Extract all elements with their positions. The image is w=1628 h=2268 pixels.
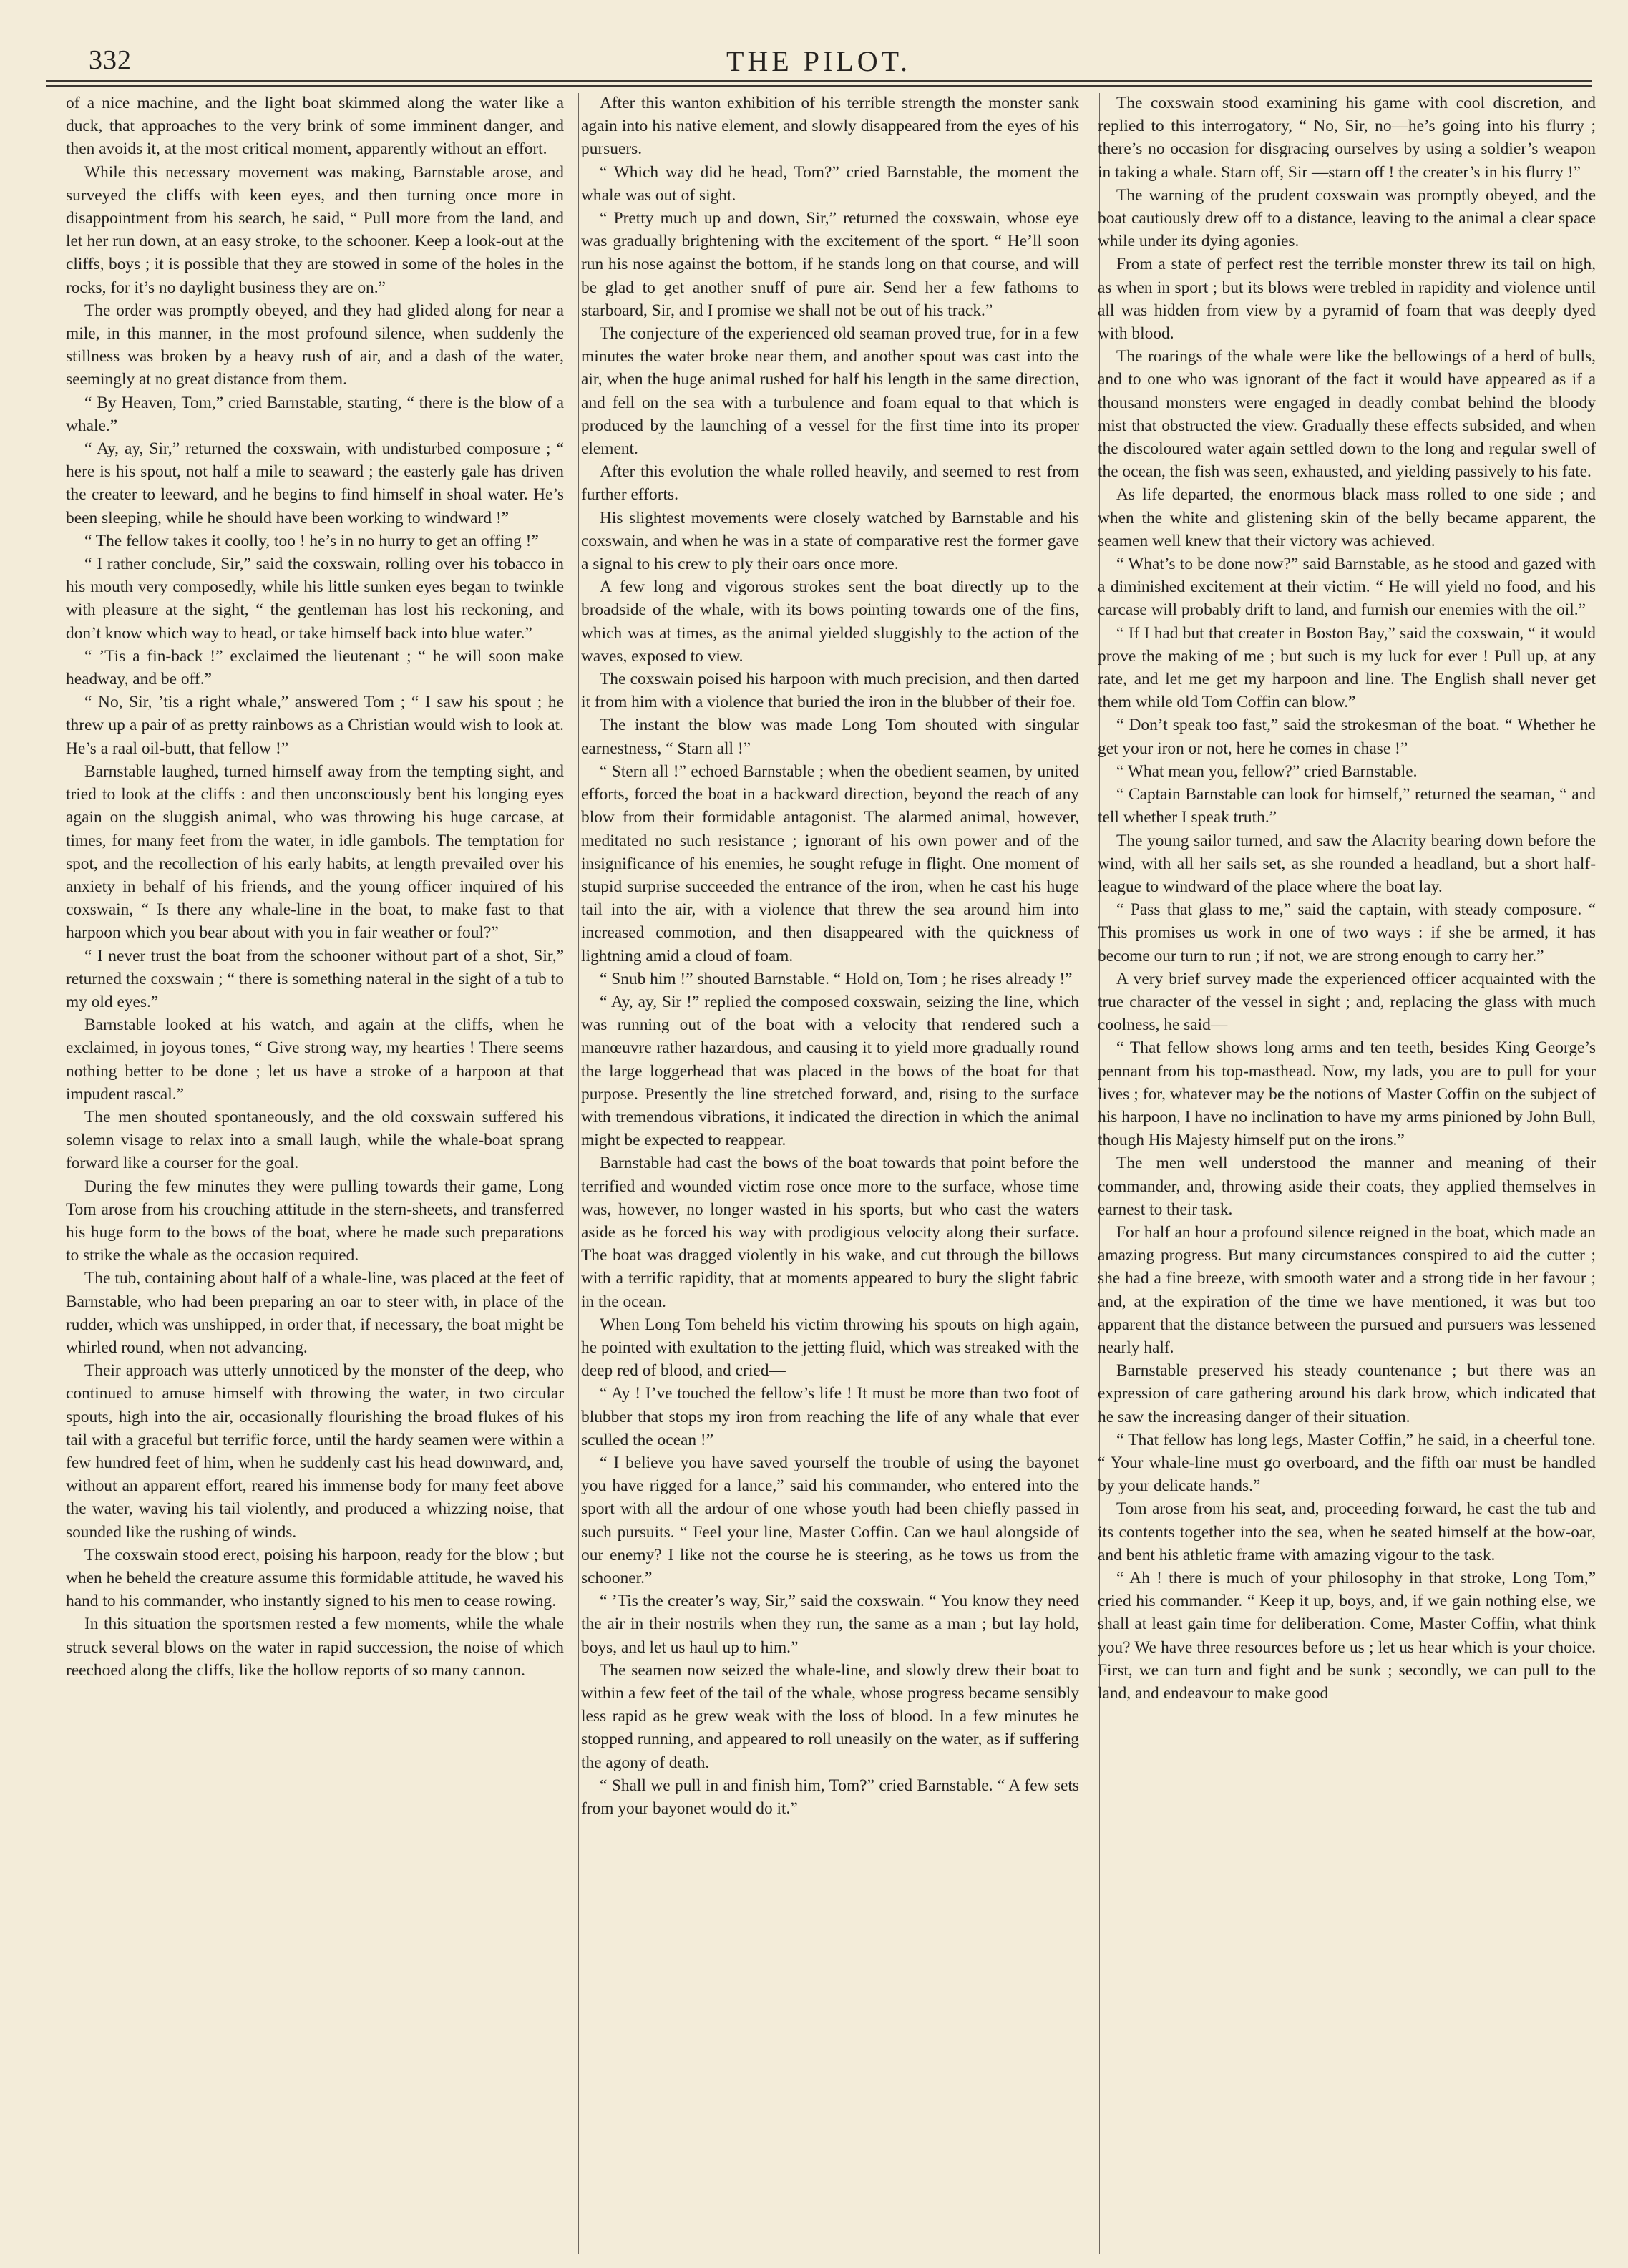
paragraph: “ Stern all !” echoed Barnstable ; when the obedient seamen, by united efforts, forced the boat in a backward direction, beyond the reach of any blow from their formidable antagonist. The alarmed animal, however, meditated no such resistance ; ignorant of his own power and of the insignificance of his enemies, he sought refuge in flight. One moment of stupid surprise succeeded the entrance of the iron, when he cast his huge tail into the air, with a violence that threw the sea around him into increased commotion, and then disappeared with the quickness of lightning amid a cloud of foam. bbox=[581, 761, 1079, 965]
column-divider bbox=[578, 93, 579, 2254]
paragraph: “ Captain Barnstable can look for himself,” returned the seaman, “ and tell whether I speak truth.” bbox=[1098, 785, 1596, 827]
paragraph: The conjecture of the experienced old seaman proved true, for in a few minutes the water broke near them, and another spout was cast into the air, when the huge animal rushed for half his length in the same direction, and fell on the sea with a turbulence and foam equal to that which is produced by the launching of a vessel for the first time into its proper element. bbox=[581, 324, 1079, 459]
paragraph: “ ’Tis the creater’s way, Sir,” said the coxswain. “ You know they need the air in their nostrils when they run, the same as a man ; but lay hold, boys, and let us haul up to him.” bbox=[581, 1592, 1079, 1657]
paragraph: When Long Tom beheld his victim throwing his spouts on high again, he pointed with exultation to the jetting fluid, which was streaked with the deep red of blood, and cried— bbox=[581, 1315, 1079, 1381]
paragraph: As life departed, the enormous black mass rolled to one side ; and when the white and glistening skin of the belly became apparent, the seamen well knew that their victory was achieved. bbox=[1098, 485, 1596, 550]
paragraph: “ I believe you have saved yourself the trouble of using the bayonet you have rigged for a lance,” said his commander, who entered into the sport with all the ardour of one whose youth had been chiefly passed in such pursuits. “ Feel your line, Master Coffin. Can we haul alongside of our enemy? I like not the course he is steering, as he tows us from the schooner.” bbox=[581, 1453, 1079, 1587]
paragraph: During the few minutes they were pulling towards their game, Long Tom arose from his crouching attitude in the stern-sheets, and transferred his huge form to the bows of the boat, where he made such preparations to strike the whale as the occasion required. bbox=[66, 1177, 564, 1265]
paragraph: “ ’Tis a fin-back !” exclaimed the lieutenant ; “ he will soon make headway, and be off.” bbox=[66, 646, 564, 689]
paragraph: The coxswain stood examining his game with cool discretion, and replied to this interrogatory, “ No, Sir, no—he’s going into his flurry ; there’s no occasion for disgracing ourselves by using a soldier’s weapon in taking a whale. Starn off, Sir —starn off ! the creater’s in his flurry !” bbox=[1098, 94, 1596, 182]
header-rule-double bbox=[46, 85, 1592, 87]
paragraph: “ What’s to be done now?” said Barnstable, as he stood and gazed with a diminished excitement at their victim. “ He will yield no food, and his carcase will probably drift to land, and furnish our enemies with the oil.” bbox=[1098, 555, 1596, 620]
paragraph: For half an hour a profound silence reigned in the boat, which made an amazing progress. But many circumstances conspired to aid the cutter ; she had a fine breeze, with smooth water and a strong tide in her favour ; and, at the expiration of the time we have mentioned, it was but too apparent that the distance between the pursued and pursuers was lessened nearly half. bbox=[1098, 1222, 1596, 1357]
paragraph: “ Pretty much up and down, Sir,” returned the coxswain, whose eye was gradually brightening with the excitement of the sport. “ He’ll soon run his nose against the bottom, if he stands long on that course, and will be glad to get another snuff of pure air. Send her a few fathoms to starboard, Sir, and I promise we shall not be out of his track.” bbox=[581, 209, 1079, 320]
paragraph: “ The fellow takes it coolly, too ! he’s in no hurry to get an offing !” bbox=[84, 531, 539, 550]
paragraph: “ By Heaven, Tom,” cried Barnstable, starting, “ there is the blow of a whale.” bbox=[66, 393, 564, 435]
paragraph: The order was promptly obeyed, and they had glided along for near a mile, in this manner, in the most profound silence, when suddenly the stillness was broken by a heavy rush of air, and a dash of the water, seemingly at no great distance from them. bbox=[66, 301, 564, 389]
paragraph: “ Shall we pull in and finish him, Tom?” cried Barnstable. “ A few sets from your bayonet would do it.” bbox=[581, 1776, 1079, 1819]
paragraph: “ If I had but that creater in Boston Bay,” said the coxswain, “ it would prove the making of me ; but such is my luck for ever ! Pull up, at any rate, and let me get my harpoon and line. The English shall never get them while old Tom Coffin can blow.” bbox=[1098, 623, 1596, 712]
paragraph: Their approach was utterly unnoticed by the monster of the deep, who continued to amuse himself with throwing the water, in two circular spouts, high into the air, occasionally flourishing the broad flukes of his tail with a graceful but terrific force, until the hardy seamen were within a few hundred feet of him, when he suddenly cast his head downward, and, without an apparent effort, reared his immense body for many feet above the water, waving his tail violently, and produced a whizzing noise, that sounded like the rushing of winds. bbox=[66, 1361, 564, 1542]
paragraph: The men well understood the manner and meaning of their commander, and, throwing aside their coats, they applied themselves in earnest to their task. bbox=[1098, 1154, 1596, 1219]
paragraph: From a state of perfect rest the terrible monster threw its tail on high, as when in sport ; but its blows were trebled in rapidity and violence until all was hidden from view by a pyramid of foam that was deeply dyed with blood. bbox=[1098, 255, 1596, 344]
paragraph: “ That fellow has long legs, Master Coffin,” he said, in a cheerful tone. “ Your whale-line must go overboard, and the fifth oar must be handled by your delicate hands.” bbox=[1098, 1430, 1596, 1496]
text-column-left bbox=[66, 92, 564, 2260]
paragraph: The warning of the prudent coxswain was promptly obeyed, and the boat cautiously drew off to a distance, leaving to the animal a clear space while under its dying agonies. bbox=[1098, 185, 1596, 251]
page-header bbox=[46, 44, 1592, 80]
paragraph: His slightest movements were closely watched by Barnstable and his coxswain, and when he was in a state of comparative rest the former gave a signal to his crew to ply their oars once more. bbox=[581, 508, 1079, 574]
paragraph: The seamen now seized the whale-line, and slowly drew their boat to within a few feet of the tail of the whale, whose progress became sensibly less rapid as he grew weak with the loss of blood. In a few minutes he stopped running, and appeared to roll uneasily on the water, as if suffering the agony of death. bbox=[581, 1660, 1079, 1772]
paragraph: The instant the blow was made Long Tom shouted with singular earnestness, “ Starn all !” bbox=[581, 716, 1079, 758]
header-rule bbox=[46, 80, 1592, 82]
paragraph: “ That fellow shows long arms and ten teeth, besides King George’s pennant from his top-masthead. Now, my lads, you are to pull for your lives ; for, whatever may be the notions of Master Coffin on the subject of his harpoon, I have no inclination to have my arms pinioned by John Bull, though His Majesty himself put on the irons.” bbox=[1098, 1038, 1596, 1150]
running-title: THE PILOT. bbox=[726, 45, 912, 77]
paragraph: “ No, Sir, ’tis a right whale,” answered Tom ; “ I saw his spout ; he threw up a pair of as pretty rainbows as a Christian would wish to look at. He’s a raal oil-butt, that fellow !” bbox=[66, 693, 564, 758]
page-number: 332 bbox=[89, 45, 132, 75]
paragraph: “ Ah ! there is much of your philosophy in that stroke, Long Tom,” cried his commander. “ Keep it up, boys, and, if we gain nothing else, we shall at least gain time for deliberation. Come, Master Coffin, what think you? We have three resources before us ; let us hear which is your choice. First, we can turn and fight and be sunk ; secondly, we can pull to the land, and endeavour to make good bbox=[1098, 1569, 1596, 1703]
paragraph: The roarings of the whale were like the bellowings of a herd of bulls, and to one who was ignorant of the fact it would have appeared as if a thousand monsters were engaged in deadly combat behind the bloody mist that obstructed the view. Gradually these effects subsided, and when the discoloured water again settled down to the long and regular swell of the ocean, the fish was seen, exhausted, and yielding passively to his fate. bbox=[1098, 347, 1596, 482]
paragraph: A very brief survey made the experienced officer acquainted with the true character of the vessel in sight ; and, replacing the glass with much coolness, he said— bbox=[1098, 969, 1596, 1035]
paragraph: “ Pass that glass to me,” said the captain, with steady composure. “ This promises us work in one of two ways : if she be armed, it has become our turn to run ; if not, we are strong enough to carry her.” bbox=[1098, 900, 1596, 965]
paragraph: The young sailor turned, and saw the Alacrity bearing down before the wind, with all her sails set, as she rounded a headland, but a short half-league to windward of the place where the boat lay. bbox=[1098, 831, 1596, 896]
paragraph: Barnstable looked at his watch, and again at the cliffs, when he exclaimed, in joyous tones, “ Give strong way, my hearties ! There seems nothing better to be done ; let us have a stroke of a harpoon at that impudent rascal.” bbox=[66, 1016, 564, 1104]
paragraph: “ Which way did he head, Tom?” cried Barnstable, the moment the whale was out of sight. bbox=[581, 162, 1079, 205]
paragraph: “ What mean you, fellow?” cried Barnstable. bbox=[1116, 761, 1418, 781]
paragraph: “ Ay ! I’ve touched the fellow’s life ! It must be more than two foot of blubber that stops my iron from reaching the life of any whale that ever sculled the ocean !” bbox=[581, 1384, 1079, 1449]
paragraph: While this necessary movement was making, Barnstable arose, and surveyed the cliffs with keen eyes, and then turning once more in disappointment from his search, he said, “ Pull more from the land, and let her run down, at an easy stroke, to the schooner. Keep a look-out at the cliffs, boys ; it is possible that they are stowed in some of the holes in the rocks, for it’s no daylight business they are on.” bbox=[66, 162, 564, 297]
paragraph: of a nice machine, and the light boat skimmed along the water like a duck, that approaches to the very brink of some imminent danger, and then avoids it, at the most critical moment, apparently without an effort. bbox=[66, 94, 564, 159]
paragraph: The coxswain poised his harpoon with much precision, and then darted it from him with a violence that buried the iron in the blubber of their foe. bbox=[581, 670, 1079, 712]
paragraph: Tom arose from his seat, and, proceeding forward, he cast the tub and its contents together into the sea, when he seated himself at the bow-oar, and bent his athletic frame with amazing vigour to the task. bbox=[1098, 1499, 1596, 1564]
paragraph: The coxswain stood erect, poising his harpoon, ready for the blow ; but when he beheld the creature assume this formidable attitude, he waved his hand to his commander, who instantly signed to his men to cease rowing. bbox=[66, 1545, 564, 1611]
paragraph: The tub, containing about half of a whale-line, was placed at the feet of Barnstable, who had been preparing an oar to steer with, in place of the rudder, which was unshipped, in order that, if necessary, the boat might be whirled round, when not advancing. bbox=[66, 1269, 564, 1357]
paragraph: Barnstable laughed, turned himself away from the tempting sight, and tried to look at the cliffs : and then unconsciously bent his longing eyes again on the sluggish animal, who was throwing his huge carcase, at times, for many feet from the water, in idle gambols. The temptation for spot, and the recollection of his early habits, at length prevailed over his anxiety in behalf of his friends, and the young officer inquired of his coxswain, “ Is there any whale-line in the boat, to make fast to that harpoon which you bear about with you in fair weather or foul?” bbox=[66, 761, 564, 943]
text-column-right bbox=[1098, 92, 1596, 2260]
paragraph: “ Ay, ay, Sir,” returned the coxswain, with undisturbed composure ; “ here is his spout, not half a mile to seaward ; the easterly gale has driven the creater to leeward, and he begins to find himself in shoal water. He’s been sleeping, while he should have been working to windward !” bbox=[66, 439, 564, 527]
paragraph: A few long and vigorous strokes sent the boat directly up to the broadside of the whale, with its bows pointing towards one of the fins, which was at times, as the animal yielded sluggishly to the action of the waves, exposed to view. bbox=[581, 578, 1079, 666]
paragraph: Barnstable preserved his steady countenance ; but there was an expression of care gathering around his dark brow, which indicated that he saw the increasing danger of their situation. bbox=[1098, 1361, 1596, 1426]
paragraph: After this evolution the whale rolled heavily, and seemed to rest from further efforts. bbox=[581, 462, 1079, 505]
paragraph: “ Don’t speak too fast,” said the strokesman of the boat. “ Whether he get your iron or not, here he comes in chase !” bbox=[1098, 716, 1596, 758]
paragraph: Barnstable had cast the bows of the boat towards that point before the terrified and wounded victim rose once more to the surface, whose time was, however, no longer wasted in his sports, but who cast the waters aside as he forced his way with prodigious velocity along their surface. The boat was dragged violently in his wake, and cut through the billows with a terrific rapidity, that at moments appeared to bury the slight fabric in the ocean. bbox=[581, 1154, 1079, 1311]
paragraph: “ Snub him !” shouted Barnstable. “ Hold on, Tom ; he rises already !” bbox=[600, 969, 1073, 988]
paragraph: “ I never trust the boat from the schooner without part of a shot, Sir,” returned the coxswain ; “ there is something nateral in the sight of a tub to my old eyes.” bbox=[66, 946, 564, 1011]
text-column-middle bbox=[581, 92, 1079, 2260]
paragraph: In this situation the sportsmen rested a few moments, while the whale struck several blows on the water in rapid succession, the noise of which reechoed along the cliffs, like the hollow reports of so many cannon. bbox=[66, 1615, 564, 1680]
paragraph: After this wanton exhibition of his terrible strength the monster sank again into his native element, and slowly disappeared from the eyes of his pursuers. bbox=[581, 94, 1079, 159]
paragraph: The men shouted spontaneously, and the old coxswain suffered his solemn visage to relax into a small laugh, while the whale-boat sprang forward like a courser for the goal. bbox=[66, 1107, 564, 1173]
paragraph: “ I rather conclude, Sir,” said the coxswain, rolling over his tobacco in his mouth very composedly, while his little sunken eyes began to twinkle with pleasure at the sight, “ the gentleman has lost his reckoning, and don’t know which way to head, or take himself back into blue water.” bbox=[66, 555, 564, 643]
paragraph: “ Ay, ay, Sir !” replied the composed coxswain, seizing the line, which was running out of the boat with a velocity that rendered such a manœuvre rather hazardous, and causing it to yield more gradually round the large loggerhead that was placed in the bows of the boat for that purpose. Presently the line stretched forward, and, rising to the surface with tremendous vibrations, it indicated the direction in which the animal might be expected to reappear. bbox=[581, 992, 1079, 1150]
